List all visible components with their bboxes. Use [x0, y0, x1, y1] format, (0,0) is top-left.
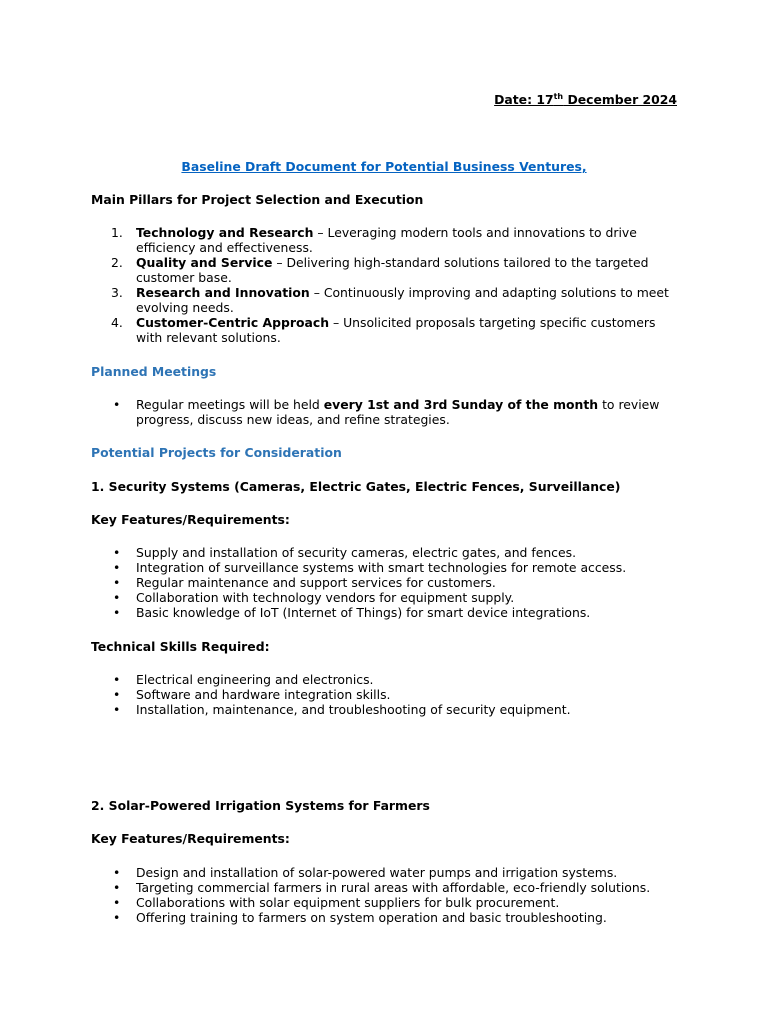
- list-number: 2.: [111, 255, 123, 270]
- list-item: [91, 672, 691, 687]
- list-item: [91, 865, 691, 880]
- date-text: Date: 17: [494, 92, 554, 107]
- feature-text: Offering training to farmers on system operation and basic troubleshooting.: [136, 910, 607, 925]
- project1-title: 1. Security Systems (Cameras, Electric Gates, Electric Fences, Surveillance): [91, 479, 621, 494]
- meeting-schedule: every 1st and 3rd Sunday of the month: [323, 397, 599, 412]
- feature-text: Collaboration with technology vendors for equipment supply.: [136, 590, 515, 605]
- pillar-title: Quality and Service: [136, 255, 273, 270]
- list-item: [91, 605, 691, 620]
- document-title-link[interactable]: Baseline Draft Document for Potential Business Ventures,: [181, 159, 587, 174]
- list-item: [91, 687, 691, 702]
- meeting-text-cont: progress, discuss new ideas, and refine strategies.: [136, 412, 450, 427]
- bullet-icon: •: [113, 672, 121, 687]
- bullet-icon: •: [113, 575, 121, 590]
- skill-text: Installation, maintenance, and troubleshooting of security equipment.: [136, 702, 571, 717]
- list-item: [91, 285, 691, 315]
- meetings-heading: Planned Meetings: [91, 364, 217, 379]
- list-item: [91, 255, 691, 285]
- meetings-list: [91, 397, 691, 427]
- list-number: 3.: [111, 285, 123, 300]
- feature-text: Collaborations with solar equipment suppliers for bulk procurement.: [136, 895, 560, 910]
- feature-text: Targeting commercial farmers in rural areas with affordable, eco-friendly solutions.: [136, 880, 651, 895]
- feature-text: Basic knowledge of IoT (Internet of Things) for smart device integrations.: [136, 605, 591, 620]
- project2-features-list: [91, 865, 691, 925]
- date-month-year: December 2024: [563, 92, 677, 107]
- feature-text: Supply and installation of security cameras, electric gates, and fences.: [136, 545, 577, 560]
- list-number: 4.: [111, 315, 123, 330]
- bullet-icon: •: [113, 687, 121, 702]
- project1-features-heading: Key Features/Requirements:: [91, 512, 290, 527]
- skill-text: Electrical engineering and electronics.: [136, 672, 374, 687]
- date-ordinal-suffix: th: [553, 92, 564, 101]
- pillar-description: – Delivering high-standard solutions tailored to the targeted: [272, 255, 649, 270]
- bullet-icon: •: [113, 910, 121, 925]
- feature-text: Integration of surveillance systems with smart technologies for remote access.: [136, 560, 627, 575]
- list-item: [91, 225, 691, 255]
- pillars-list: [91, 225, 691, 345]
- list-item: [91, 545, 691, 560]
- bullet-icon: •: [113, 605, 121, 620]
- project1-skills-list: [91, 672, 691, 717]
- pillar-description: – Leveraging modern tools and innovations to drive: [313, 225, 637, 240]
- list-item: [91, 880, 691, 895]
- bullet-icon: •: [113, 590, 121, 605]
- list-item: [91, 895, 691, 910]
- project1-features-list: [91, 545, 691, 620]
- pillar-description: – Unsolicited proposals targeting specific customers: [329, 315, 656, 330]
- pillars-heading: Main Pillars for Project Selection and Execution: [91, 192, 424, 207]
- list-item: [91, 560, 691, 575]
- list-item: [91, 910, 691, 925]
- bullet-icon: •: [113, 397, 121, 412]
- pillar-description-cont: efficiency and effectiveness.: [136, 240, 313, 255]
- document-date: [494, 92, 677, 108]
- bullet-icon: •: [113, 865, 121, 880]
- list-item: [91, 590, 691, 605]
- list-item: [91, 702, 691, 717]
- meeting-text: Regular meetings will be held: [136, 397, 324, 412]
- list-item: [91, 575, 691, 590]
- skill-text: Software and hardware integration skills.: [136, 687, 391, 702]
- project2-features-heading: Key Features/Requirements:: [91, 831, 290, 846]
- list-item: [91, 397, 691, 427]
- feature-text: Regular maintenance and support services for customers.: [136, 575, 496, 590]
- feature-text: Design and installation of solar-powered water pumps and irrigation systems.: [136, 865, 618, 880]
- bullet-icon: •: [113, 545, 121, 560]
- bullet-icon: •: [113, 880, 121, 895]
- pillar-title: Technology and Research: [136, 225, 314, 240]
- project1-skills-heading: Technical Skills Required:: [91, 639, 270, 654]
- bullet-icon: •: [113, 702, 121, 717]
- bullet-icon: •: [113, 895, 121, 910]
- pillar-description: – Continuously improving and adapting solutions to meet: [309, 285, 669, 300]
- pillar-title: Customer-Centric Approach: [136, 315, 330, 330]
- list-item: [91, 315, 691, 345]
- projects-heading: Potential Projects for Consideration: [91, 445, 342, 460]
- project2-title: 2. Solar-Powered Irrigation Systems for Farmers: [91, 798, 430, 813]
- list-number: 1.: [111, 225, 123, 240]
- pillar-title: Research and Innovation: [136, 285, 310, 300]
- meeting-text-after: to review: [598, 397, 660, 412]
- pillar-description-cont: evolving needs.: [136, 300, 234, 315]
- pillar-description-cont: with relevant solutions.: [136, 330, 281, 345]
- bullet-icon: •: [113, 560, 121, 575]
- pillar-description-cont: customer base.: [136, 270, 232, 285]
